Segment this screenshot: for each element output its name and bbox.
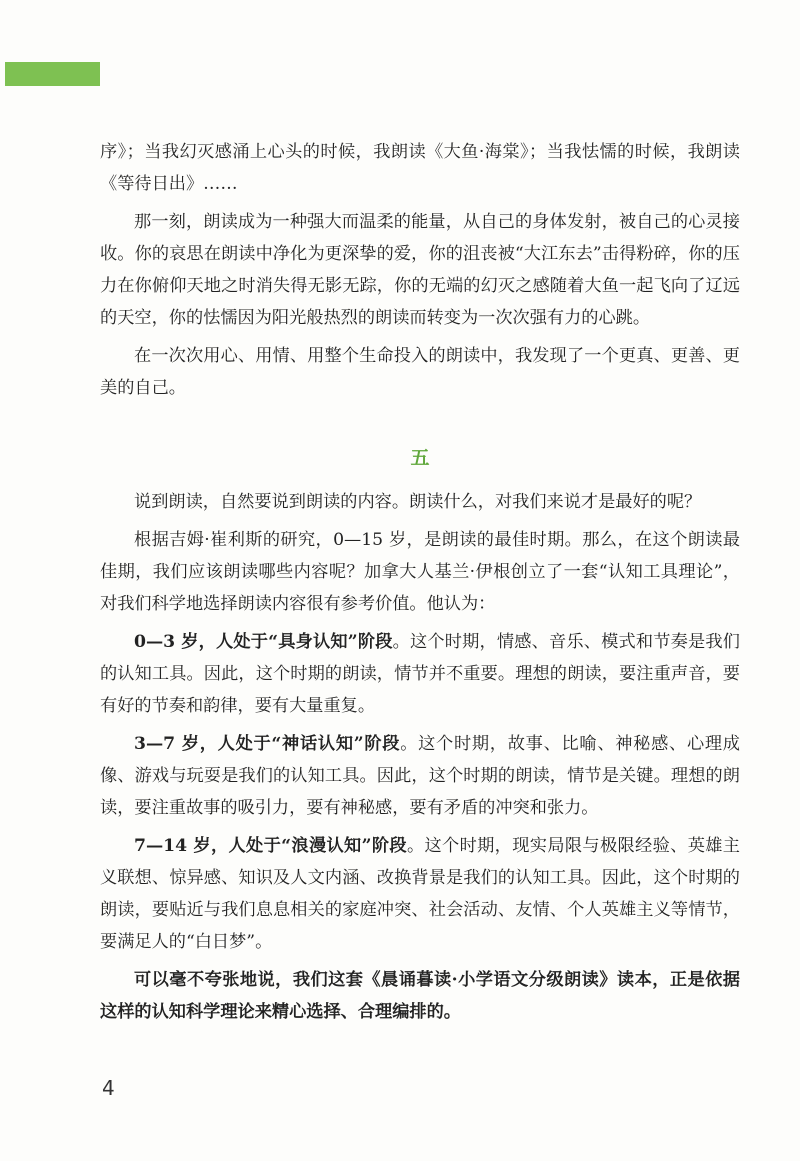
paragraph-better-self: 在一次次用心、用情、用整个生命投入的朗读中，我发现了一个更真、更善、更美的自己。 (100, 346, 740, 398)
paragraph-that-moment: 那一刻，朗读成为一种强大而温柔的能量，从自己的身体发射，被自己的心灵接收。你的哀思在朗读中净化为更深挚的爱，你的沮丧被“大江东去”击得粉碎，你的压力在你俯仰天地之时消失得无影无踪，你的无端的幻灭之感随着大鱼一起飞向了辽远的天空，你的怯懦因为阳光般热烈的朗读而转变为一次次强有力的心跳。 (100, 212, 740, 328)
paragraph-stage-embodied (100, 626, 740, 722)
paragraph-stage-romantic (100, 830, 740, 958)
stage-romantic-text: 。这个时期，现实局限与极限经验、英雄主义联想、惊异感、知识及人文内涵、改换背景是我们的认知工具。因此，这个时期的朗读，要贴近与我们息息相关的家庭冲突、社会活动、友情、个人英雄主义等情节，要满足人的“白日梦”。 (100, 836, 740, 952)
section-title: 五 (410, 447, 430, 469)
page-content (100, 136, 740, 1028)
paragraph-conclusion: 可以毫不夸张地说，我们这套《晨诵暮读·小学语文分级朗读》读本，正是依据这样的认知科学理论来精心选择、合理编排的。 (100, 970, 740, 1022)
chapter-tab-marker (5, 62, 100, 86)
paragraph-continuation: 序》；当我幻灭感涌上心头的时候，我朗读《大鱼·海棠》；当我怯懦的时候，我朗读《等待日出》…… (100, 142, 740, 194)
paragraph-research: 根据吉姆·崔利斯的研究，0—15 岁，是朗读的最佳时期。那么，在这个朗读最佳期，我们应该朗读哪些内容呢？加拿大人基兰·伊根创立了一套“认知工具理论”，对我们科学地选择朗读内容很有参考价值。他认为： (100, 530, 740, 614)
paragraph-stage-mythic (100, 728, 740, 824)
paragraph-reading-content: 说到朗读，自然要说到朗读的内容。朗读什么，对我们来说才是最好的呢？ (134, 492, 702, 512)
stage-romantic-heading: 7—14 岁，人处于“浪漫认知”阶段 (134, 836, 407, 856)
stage-mythic-heading: 3—7 岁，人处于“神话认知”阶段 (134, 734, 401, 754)
stage-embodied-text: 。这个时期，情感、音乐、模式和节奏是我们的认知工具。因此，这个时期的朗读，情节并不重要。理想的朗读，要注重声音，要有好的节奏和韵律，要有大量重复。 (100, 632, 740, 716)
stage-mythic-text: 。这个时期，故事、比喻、神秘感、心理成像、游戏与玩耍是我们的认知工具。因此，这个时期的朗读，情节是关键。理想的朗读，要注重故事的吸引力，要有神秘感，要有矛盾的冲突和张力。 (100, 734, 740, 818)
page-number: 4 (102, 1076, 115, 1100)
stage-embodied-heading: 0—3 岁，人处于“具身认知”阶段 (134, 632, 393, 652)
